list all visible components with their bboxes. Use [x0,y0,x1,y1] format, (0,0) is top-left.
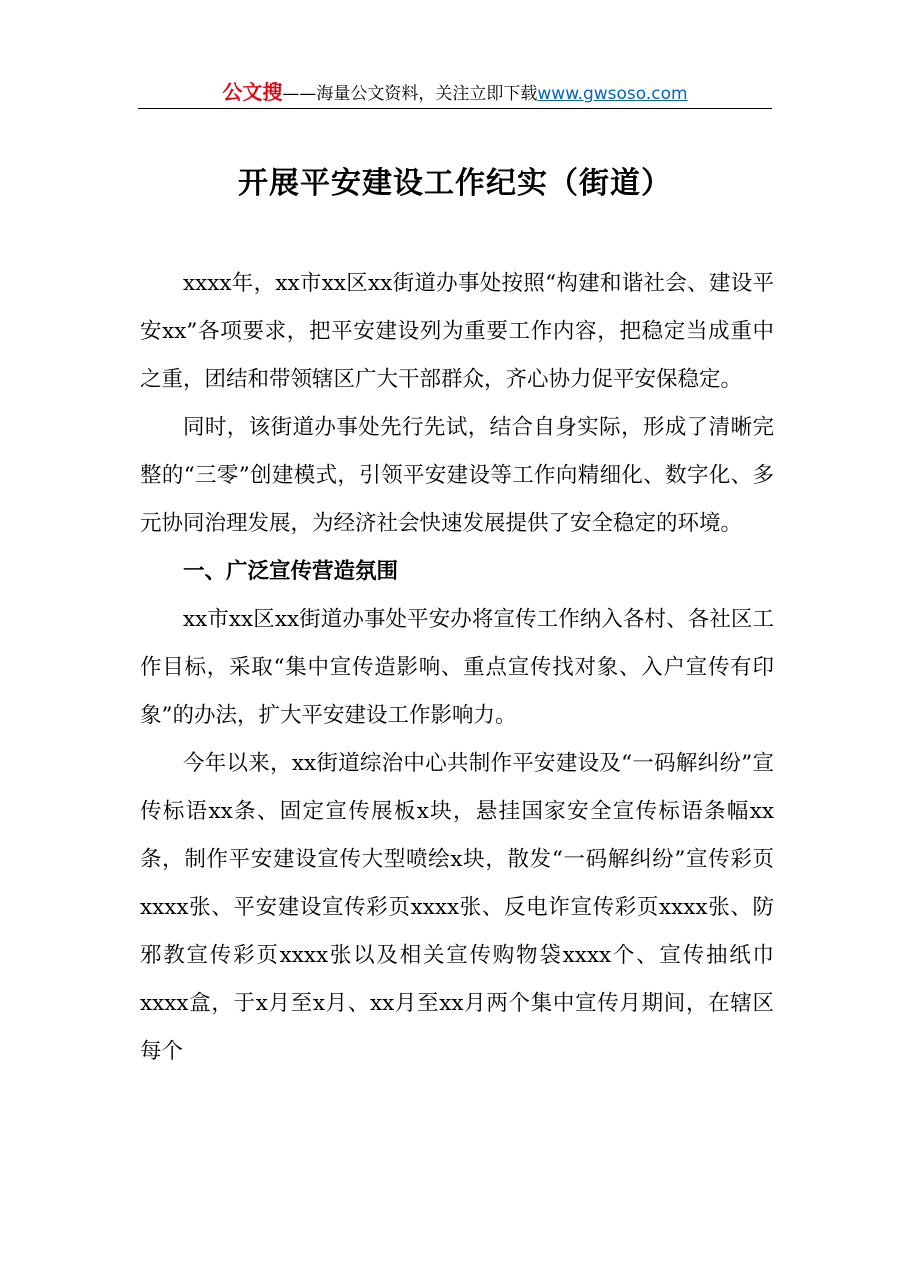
document-body [140,260,774,1076]
page-header [138,78,772,106]
paragraph-publicity: xx市xx区xx街道办事处平安办将宣传工作纳入各村、各社区工作目标，采取“集中宣传造影响、重点宣传找对象、入户宣传有印象”的办法，扩大平安建设工作影响力。 [140,607,774,728]
document-title: 开展平安建设工作纪实（街道） [238,166,672,201]
paragraph-model: 同时，该街道办事处先行先试，结合自身实际，形成了清晰完整的“三零”创建模式，引领平安建设等工作向精细化、数字化、多元协同治理发展，为经济社会快速发展提供了安全稳定的环境。 [140,415,774,536]
header-brand: 公文搜 [222,80,283,104]
header-divider [138,108,772,109]
paragraph-intro: xxxx年，xx市xx区xx街道办事处按照“构建和谐社会、建设平安xx”各项要求，把平安建设列为重要工作内容，把稳定当成重中之重，团结和带领辖区广大干部群众，齐心协力促平安保稳定。 [140,271,774,392]
header-website-link[interactable]: www.gwsoso.com [537,84,688,104]
section-heading-1: 一、广泛宣传营造氛围 [183,559,399,584]
header-slogan: ——海量公文资料，关注立即下载 [282,84,538,104]
paragraph-materials: 今年以来，xx街道综治中心共制作平安建设及“一码解纠纷”宣传标语xx条、固定宣传展板x块，悬挂国家安全宣传标语条幅xx条，制作平安建设宣传大型喷绘x块，散发“一码解纠纷”宣传彩页xxxx张、平安建设宣传彩页xxxx张、反电诈宣传彩页xxxx张、防邪教宣传彩页xxxx张以及相关宣传购物袋xxxx个、宣传抽纸巾xxxx盒，于x月至x月、xx月至xx月两个集中宣传月期间，在辖区每个 [140,751,774,1064]
